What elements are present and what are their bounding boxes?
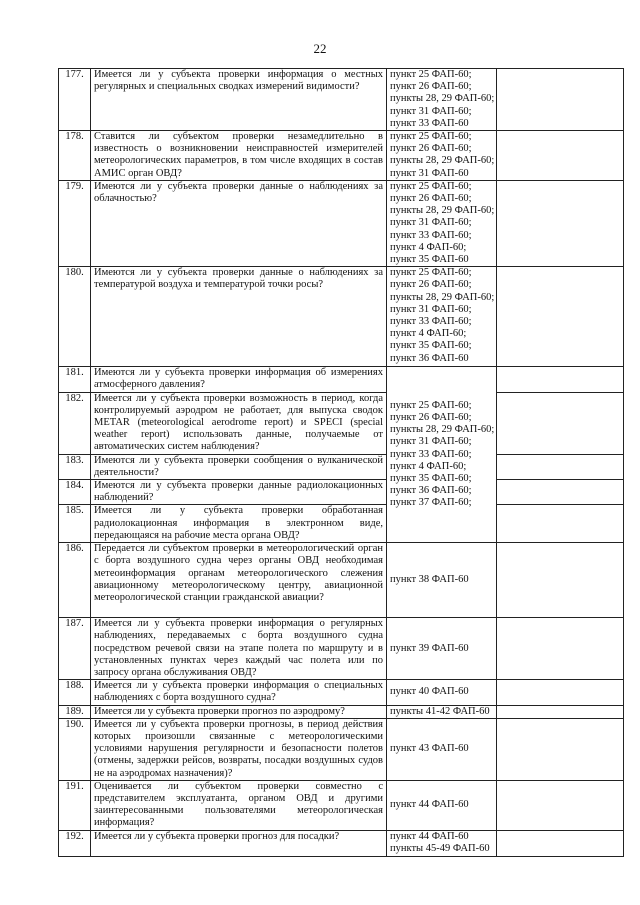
reference-cell bbox=[387, 680, 497, 705]
row-number: 190. bbox=[59, 718, 91, 780]
reference-line: пункт 26 ФАП-60; bbox=[390, 193, 472, 205]
table-row bbox=[59, 180, 624, 266]
notes-cell bbox=[497, 69, 624, 131]
question-text: Имеется ли у субъекта проверки прогнозы, в период действия которых произошли связанные с метеорологическими условиями нарушения регулярности и безопасности полетов (отмены, задержки рейсов, возвраты, посадки воздушных судов не на аэродромах назначения)? bbox=[91, 718, 387, 780]
table-row bbox=[59, 267, 624, 367]
reference-line: пункт 4 ФАП-60; bbox=[390, 328, 467, 340]
table-row bbox=[59, 618, 624, 680]
reference-cell bbox=[387, 705, 497, 718]
notes-cell bbox=[497, 392, 624, 454]
question-text: Имеются ли у субъекта проверки сообщения о вулканической деятельности? bbox=[91, 454, 387, 479]
table-row bbox=[59, 705, 624, 718]
table-row bbox=[59, 392, 624, 454]
notes-cell bbox=[497, 267, 624, 367]
reference-line: пункт 39 ФАП-60 bbox=[390, 642, 469, 654]
reference-line: пункт 35 ФАП-60; bbox=[390, 340, 472, 352]
row-number: 183. bbox=[59, 454, 91, 479]
table-row bbox=[59, 480, 624, 505]
reference-line: пункт 26 ФАП-60; bbox=[390, 81, 472, 93]
reference-line: пункт 25 ФАП-60; bbox=[390, 69, 472, 80]
row-number: 177. bbox=[59, 69, 91, 131]
reference-line: пункт 35 ФАП-60; bbox=[390, 472, 472, 484]
row-number: 178. bbox=[59, 131, 91, 181]
reference-line: пункт 38 ФАП-60 bbox=[390, 573, 469, 585]
reference-cell bbox=[387, 618, 497, 680]
notes-cell bbox=[497, 543, 624, 618]
reference-line: пункт 31 ФАП-60; bbox=[390, 105, 472, 117]
reference-cell bbox=[387, 780, 497, 830]
question-text: Ставится ли субъектом проверки незамедлительно в известность о возникновении неисправностей измерителей метеорологических параметров, в том числе входящих в состав АМИС орган ОВД? bbox=[91, 131, 387, 181]
table-row bbox=[59, 454, 624, 479]
row-number: 181. bbox=[59, 367, 91, 392]
question-text: Имеются ли у субъекта проверки данные о наблюдениях за облачностью? bbox=[91, 180, 387, 266]
checklist-table bbox=[58, 68, 624, 857]
table-row bbox=[59, 69, 624, 131]
row-number: 191. bbox=[59, 780, 91, 830]
notes-cell bbox=[497, 718, 624, 780]
row-number: 182. bbox=[59, 392, 91, 454]
reference-cell bbox=[387, 180, 497, 266]
reference-line: пункт 37 ФАП-60; bbox=[390, 497, 472, 509]
notes-cell bbox=[497, 367, 624, 392]
row-number: 186. bbox=[59, 543, 91, 618]
reference-line: пункт 25 ФАП-60; bbox=[390, 399, 472, 411]
table-row bbox=[59, 718, 624, 780]
row-number: 184. bbox=[59, 480, 91, 505]
question-text: Имеется ли у субъекта проверки информация о специальных наблюдениях с борта воздушного судна? bbox=[91, 680, 387, 705]
notes-cell bbox=[497, 480, 624, 505]
row-number: 187. bbox=[59, 618, 91, 680]
table-row bbox=[59, 830, 624, 856]
table-row bbox=[59, 367, 624, 392]
reference-cell bbox=[387, 718, 497, 780]
reference-line: пункты 28, 29 ФАП-60; bbox=[390, 424, 495, 436]
table-row bbox=[59, 543, 624, 618]
reference-cell bbox=[387, 131, 497, 181]
reference-cell bbox=[387, 69, 497, 131]
reference-line: пункт 31 ФАП-60; bbox=[390, 436, 472, 448]
reference-line: пункт 25 ФАП-60; bbox=[390, 267, 472, 279]
reference-line: пункт 44 ФАП-60 bbox=[390, 799, 469, 811]
reference-line: пункты 28, 29 ФАП-60; bbox=[390, 155, 495, 167]
reference-line: пункт 35 ФАП-60 bbox=[390, 254, 469, 266]
row-number: 188. bbox=[59, 680, 91, 705]
reference-line: пункт 33 ФАП-60 bbox=[390, 117, 469, 129]
notes-cell bbox=[497, 618, 624, 680]
question-text: Имеется ли у субъекта проверки прогноз для посадки? bbox=[91, 830, 387, 856]
reference-line: пункт 4 ФАП-60; bbox=[390, 241, 467, 253]
question-text: Имеется ли у субъекта проверки информация о местных регулярных и специальных сводках измерений видимости? bbox=[91, 69, 387, 131]
question-text: Имеется ли у субъекта проверки прогноз по аэродрому? bbox=[91, 705, 387, 718]
reference-line: пункт 43 ФАП-60 bbox=[390, 743, 469, 755]
question-text: Имеется ли у субъекта проверки информация о регулярных наблюдениях, передаваемых с борта воздушного судна посредством речевой связи на этапе полета по маршруту и в установленных пунктах через каждый час полета или по запросу органа обслуживания ОВД? bbox=[91, 618, 387, 680]
reference-line: пункт 36 ФАП-60; bbox=[390, 485, 472, 497]
reference-line: пункты 41-42 ФАП-60 bbox=[390, 705, 490, 717]
reference-line: пункт 33 ФАП-60; bbox=[390, 229, 472, 241]
question-text: Оценивается ли субъектом проверки совместно с представителем эксплуатанта, органом ОВД и другими заинтересованными пользователями метеорологическая информация? bbox=[91, 780, 387, 830]
row-number: 189. bbox=[59, 705, 91, 718]
question-text: Передается ли субъектом проверки в метеорологический орган с борта воздушного судна через органы ОВД необходимая метеоинформация органам метеорологического слежения авиационному метеорологическому центру, авиационной метеорологической станции гражданской авиации? bbox=[91, 543, 387, 618]
reference-cell bbox=[387, 830, 497, 856]
question-text: Имеется ли у субъекта проверки возможность в период, когда контролируемый аэродром не работает, для выпуска сводок METAR (meteorological aerodrome report) и SPECI (special weather report) использовать данные, получаемые от автоматических систем наблюдения? bbox=[91, 392, 387, 454]
row-number: 179. bbox=[59, 180, 91, 266]
reference-line: пункт 26 ФАП-60; bbox=[390, 143, 472, 155]
question-text: Имеются ли у субъекта проверки информация об измерениях атмосферного давления? bbox=[91, 367, 387, 392]
reference-line: пункт 40 ФАП-60 bbox=[390, 686, 469, 698]
merged-reference-cell bbox=[387, 367, 497, 543]
reference-line: пункт 25 ФАП-60; bbox=[390, 180, 472, 192]
question-text: Имеется ли у субъекта проверки обработанная радиолокационная информация в электронном виде, передающаяся на рабочие места органа ОВД? bbox=[91, 505, 387, 543]
reference-cell bbox=[387, 267, 497, 367]
notes-cell bbox=[497, 131, 624, 181]
table-row bbox=[59, 505, 624, 543]
notes-cell bbox=[497, 680, 624, 705]
reference-line: пункт 25 ФАП-60; bbox=[390, 131, 472, 143]
notes-cell bbox=[497, 780, 624, 830]
reference-line: пункт 31 ФАП-60; bbox=[390, 217, 472, 229]
notes-cell bbox=[497, 705, 624, 718]
table-row bbox=[59, 680, 624, 705]
reference-line: пункты 28, 29 ФАП-60; bbox=[390, 205, 495, 217]
reference-line: пункты 45-49 ФАП-60 bbox=[390, 842, 490, 854]
notes-cell bbox=[497, 830, 624, 856]
reference-line: пункт 33 ФАП-60; bbox=[390, 448, 472, 460]
reference-line: пункт 4 ФАП-60; bbox=[390, 460, 467, 472]
table-row bbox=[59, 131, 624, 181]
table-row bbox=[59, 780, 624, 830]
reference-line: пункт 44 ФАП-60 bbox=[390, 830, 469, 842]
reference-line: пункт 31 ФАП-60; bbox=[390, 303, 472, 315]
row-number: 180. bbox=[59, 267, 91, 367]
reference-cell bbox=[387, 543, 497, 618]
notes-cell bbox=[497, 454, 624, 479]
notes-cell bbox=[497, 180, 624, 266]
question-text: Имеются ли у субъекта проверки данные о наблюдениях за температурой воздуха и температурой точки росы? bbox=[91, 267, 387, 367]
reference-line: пункт 33 ФАП-60; bbox=[390, 316, 472, 328]
question-text: Имеются ли у субъекта проверки данные радиолокационных наблюдений? bbox=[91, 480, 387, 505]
reference-line: пункт 26 ФАП-60; bbox=[390, 411, 472, 423]
reference-line: пункт 31 ФАП-60 bbox=[390, 167, 469, 179]
reference-line: пункт 26 ФАП-60; bbox=[390, 279, 472, 291]
row-number: 185. bbox=[59, 505, 91, 543]
reference-line: пункты 28, 29 ФАП-60; bbox=[390, 291, 495, 303]
row-number: 192. bbox=[59, 830, 91, 856]
page-number: 22 bbox=[313, 41, 327, 56]
reference-line: пункты 28, 29 ФАП-60; bbox=[390, 93, 495, 105]
notes-cell bbox=[497, 505, 624, 543]
reference-line: пункт 36 ФАП-60 bbox=[390, 352, 469, 364]
